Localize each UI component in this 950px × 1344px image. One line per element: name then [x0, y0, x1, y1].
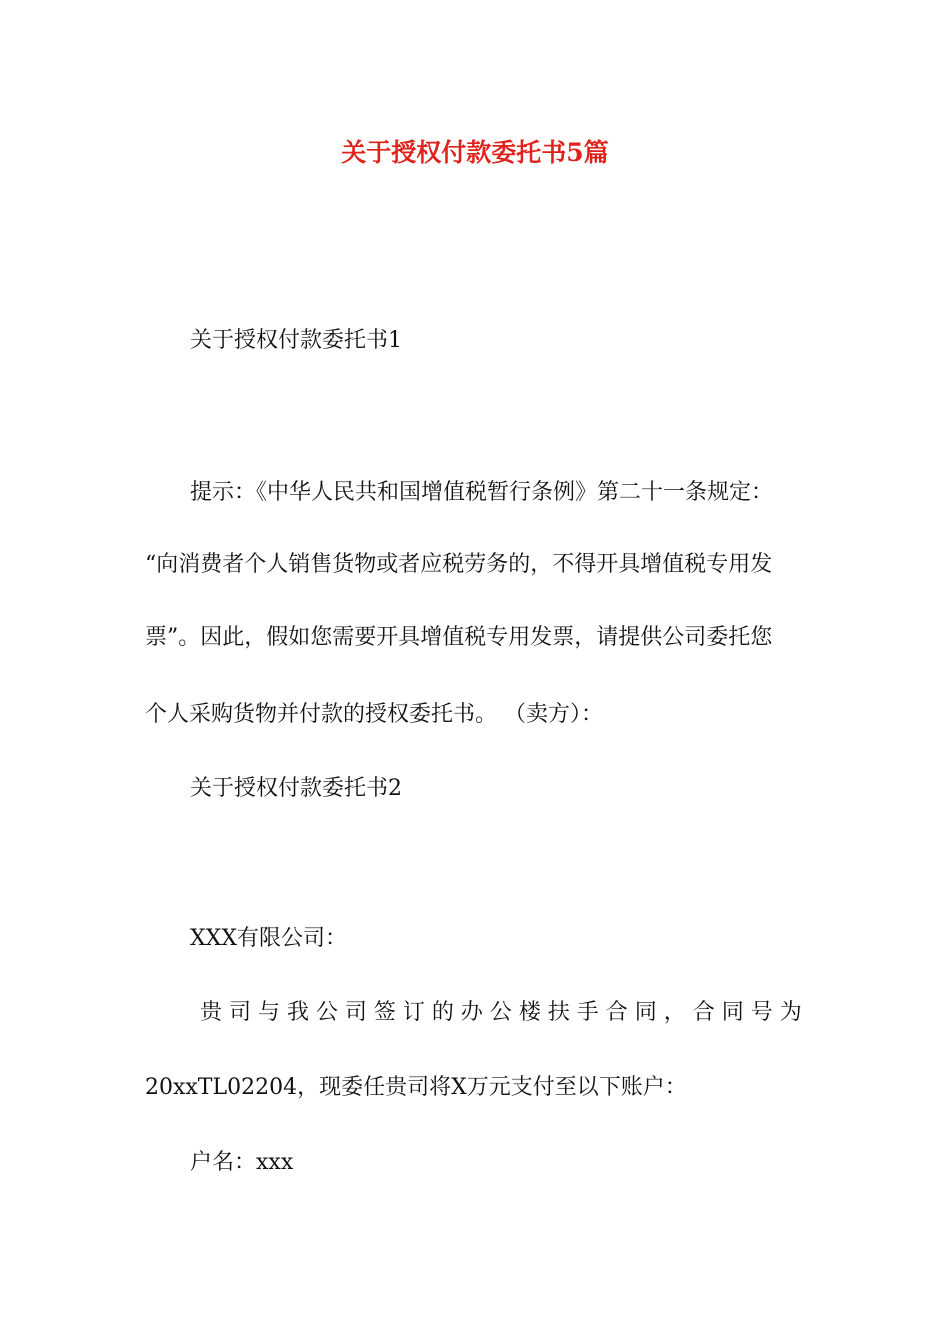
section-1-heading: 关于授权付款委托书1: [190, 328, 402, 353]
paragraph-2-char: 号: [750, 1000, 773, 1025]
paragraph-2-char: 合: [605, 1000, 628, 1025]
paragraph-2-char: 扶: [547, 1000, 570, 1025]
paragraph-1-line-3: 票”。因此，假如您需要开具增值税专用发票，请提供公司委托您: [145, 625, 773, 650]
paragraph-2-char: 手: [576, 1000, 599, 1025]
paragraph-1-line-4: 个人采购货物并付款的授权委托书。 （卖方）：: [145, 702, 603, 727]
paragraph-2-char: 我: [286, 1000, 309, 1025]
paragraph-2-char: 贵: [200, 1000, 223, 1025]
paragraph-2-char: 司: [344, 1000, 367, 1025]
paragraph-2-char: 司: [228, 1000, 251, 1025]
paragraph-2-char: 同: [634, 1000, 657, 1025]
paragraph-2-char: 合: [692, 1000, 715, 1025]
paragraph-1-line-2: “向消费者个人销售货物或者应税劳务的，不得开具增值税专用发: [145, 552, 773, 577]
paragraph-2-char: 与: [257, 1000, 280, 1025]
paragraph-2-char: 公: [315, 1000, 338, 1025]
paragraph-2-line-1: [200, 998, 802, 1028]
paragraph-2-char: 同: [721, 1000, 744, 1025]
paragraph-2-char: 办: [460, 1000, 483, 1025]
paragraph-2-char: ，: [663, 1000, 686, 1025]
paragraph-2-char: 订: [402, 1000, 425, 1025]
addressee-line: XXX有限公司：: [190, 926, 347, 951]
paragraph-1-line-1: 提示：《中华人民共和国增值税暂行条例》第二十一条规定：: [190, 480, 774, 505]
paragraph-2-line-2: 20xxTL02204，现委任贵司将X万元支付至以下账户：: [145, 1075, 687, 1100]
paragraph-2-char: 签: [373, 1000, 396, 1025]
account-name-line: 户名：xxx: [190, 1150, 294, 1175]
document-title: 关于授权付款委托书5篇: [341, 138, 609, 167]
paragraph-2-char: 的: [431, 1000, 454, 1025]
paragraph-2-char: 公: [489, 1000, 512, 1025]
section-2-heading: 关于授权付款委托书2: [190, 776, 402, 801]
paragraph-2-char: 楼: [518, 1000, 541, 1025]
paragraph-2-char: 为: [779, 1000, 802, 1025]
